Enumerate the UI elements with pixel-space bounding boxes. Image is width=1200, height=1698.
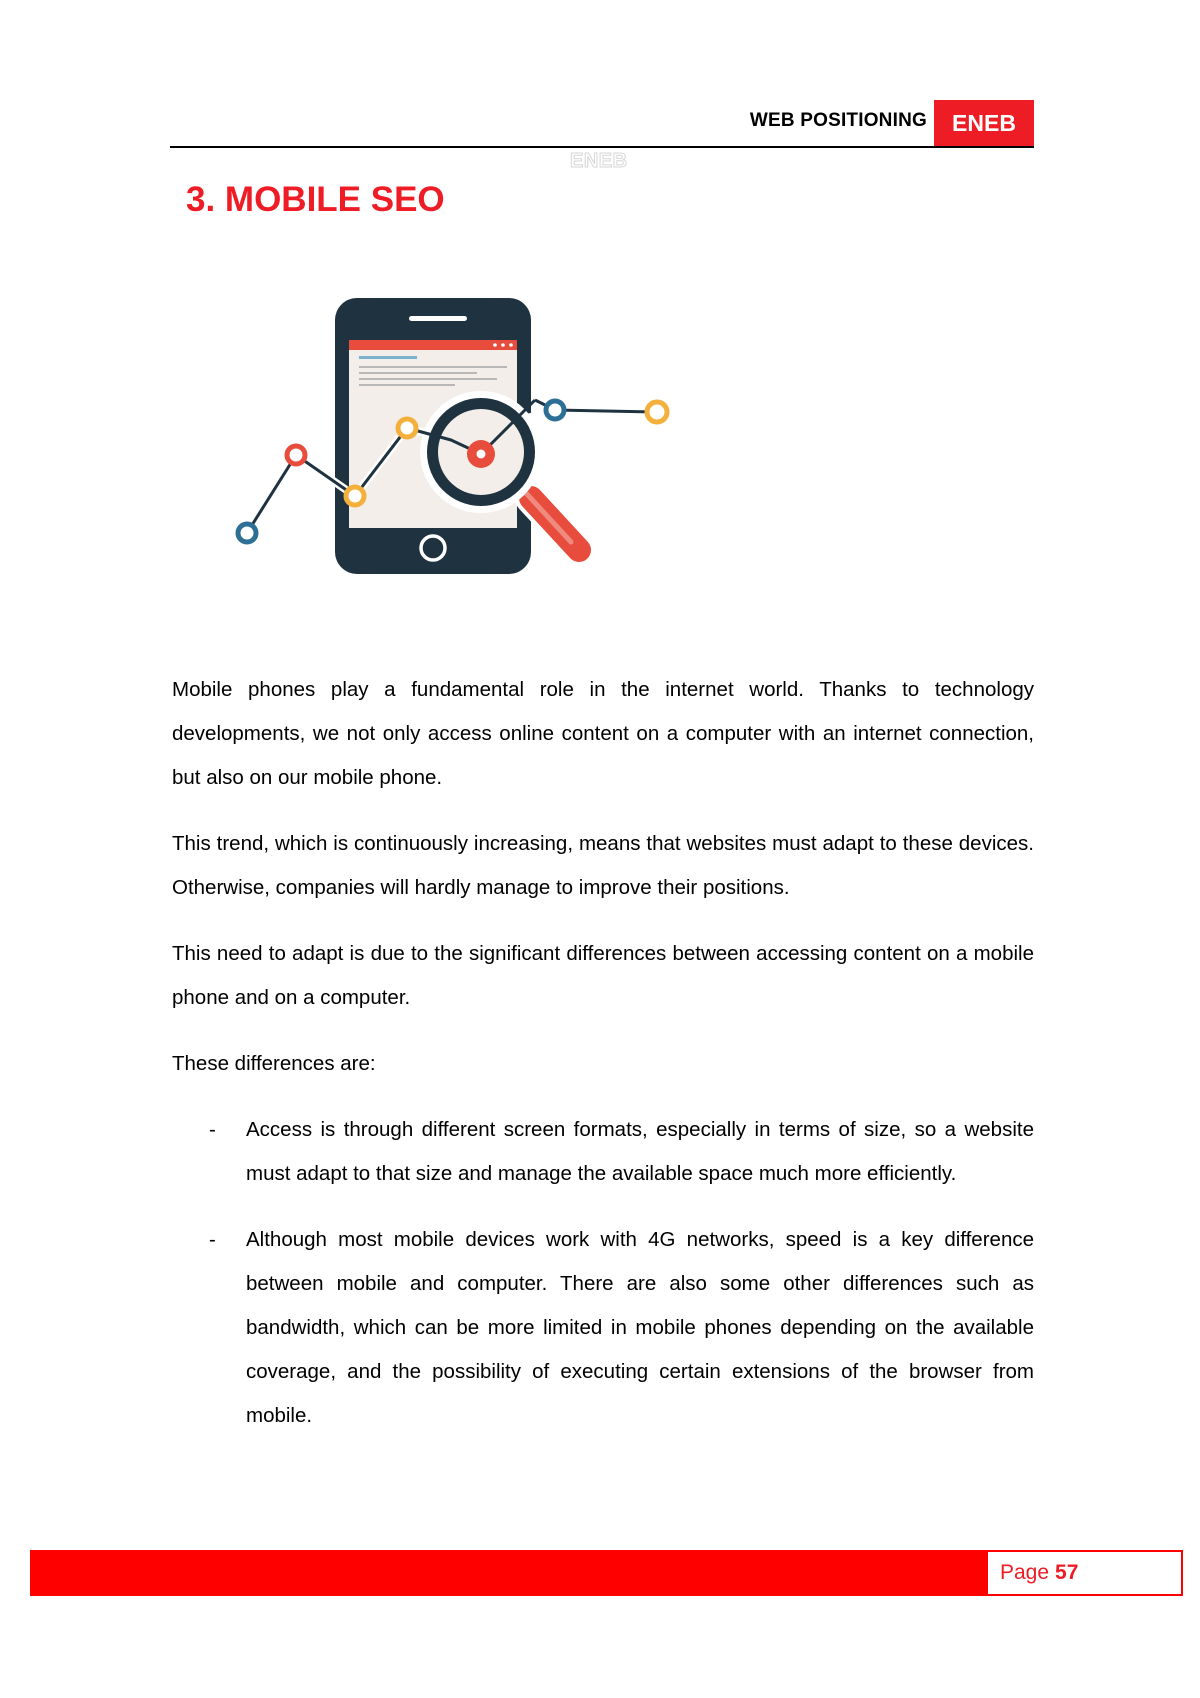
header-title: WEB POSITIONING: [749, 110, 927, 131]
bullet-dash: -: [209, 1228, 216, 1251]
differences-list: [172, 1108, 1034, 1438]
paragraph: Mobile phones play a fundamental role in the internet world. Thanks to technology developments, we not only access online content on a computer with an internet connection, but also on our mobile phone.: [172, 678, 1034, 789]
list-item-text: Although most mobile devices work with 4G networks, speed is a key difference between mobile and computer. There are also some other differences such as bandwidth, which can be more limited in mobile phones depending on the available coverage, and the possibility of executing certain extensions of the browser from mobile.: [246, 1228, 1034, 1427]
body-content: [172, 668, 1034, 1460]
paragraph: These differences are:: [172, 1052, 376, 1075]
brand-logo: ENEB: [934, 100, 1034, 146]
paragraph: This need to adapt is due to the significant differences between accessing content on a mobile phone and on a computer.: [172, 942, 1034, 1009]
watermark: ENEB: [570, 150, 628, 172]
section-title: 3. MOBILE SEO: [186, 180, 445, 219]
paragraph: This trend, which is continuously increasing, means that websites must adapt to these devices. Otherwise, companies will hardly manage to improve their positions.: [172, 832, 1034, 899]
list-item: [172, 1218, 1034, 1438]
page-number-box: [986, 1550, 1183, 1596]
page-header: [170, 100, 1034, 148]
list-item-text: Access is through different screen formats, especially in terms of size, so a website must adapt to that size and manage the available space much more efficiently.: [246, 1118, 1034, 1185]
mobile-seo-icon: [225, 292, 685, 592]
page-label: Page: [1000, 1561, 1050, 1584]
page-number: 57: [1055, 1561, 1079, 1584]
bullet-dash: -: [209, 1118, 216, 1141]
list-item: [172, 1108, 1034, 1196]
